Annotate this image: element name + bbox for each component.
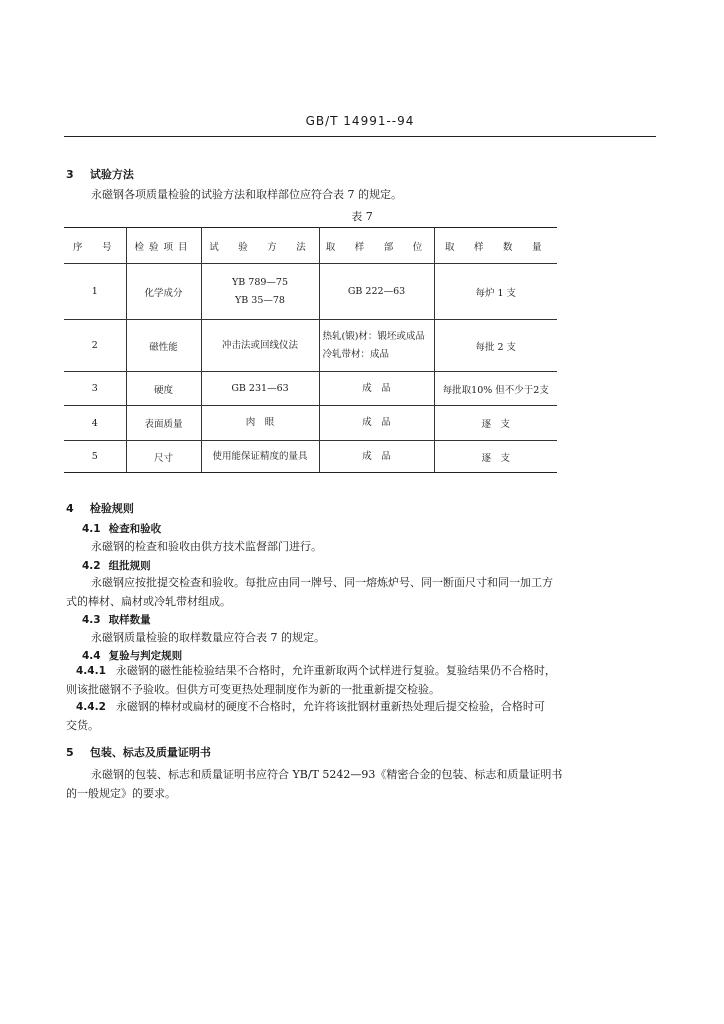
table-header-row [64, 228, 557, 264]
clause-4-4-2-line-2: 交货。 [66, 719, 99, 732]
col-header-no: 序 号 [64, 228, 126, 264]
standard-number-header: GB/T 14991--94 [305, 114, 415, 128]
cell-location [319, 372, 434, 406]
subsection-4-3-heading [82, 612, 151, 627]
method-line: 使用能保证精度的量具 [212, 450, 308, 462]
subsection-4-3-paragraph: 永磁钢质量检验的取样数量应符合表 7 的规定。 [91, 631, 325, 644]
section-5-line-1: 永磁钢的包装、标志和质量证明书应符合 YB/T 5242—93《精密合金的包装、标志和质量证明书 [91, 768, 563, 781]
subsection-number: 4.2 [82, 560, 101, 572]
table-caption: 表 7 [351, 210, 373, 223]
method-line: GB 231—63 [231, 382, 289, 394]
location-line: 热轧(锻)材：锻坯或成品 [322, 330, 425, 342]
location-line: 冷轧带材：成品 [322, 348, 390, 360]
col-header-item: 检验项目 [126, 228, 201, 264]
subsection-4-2-line-1: 永磁钢应按批提交检查和验收。每批应由同一牌号、同一熔炼炉号、同一断面尺寸和同一加工方 [91, 576, 553, 589]
clause-number: 4.4.1 [76, 665, 106, 677]
clause-4-4-1-line-2: 则该批磁钢不予验收。但供方可变更热处理制度作为新的一批重新提交检验。 [66, 683, 440, 696]
cell-no: 4 [64, 406, 126, 441]
cell-no: 3 [64, 372, 126, 406]
cell-method [201, 372, 319, 406]
cell-quantity: 逐 支 [434, 406, 557, 441]
cell-no: 2 [64, 320, 126, 372]
subsection-4-2-line-2: 式的棒材、扁材或冷轧带材组成。 [66, 595, 231, 608]
method-line: 肉 眼 [245, 417, 275, 428]
method-line: YB 35—78 [235, 294, 285, 306]
method-line: YB 789—75 [232, 276, 288, 288]
cell-item: 尺寸 [126, 441, 201, 473]
cell-location [319, 264, 434, 320]
clause-4-4-1-line-1 [76, 661, 556, 681]
subsection-4-1-heading [82, 521, 161, 536]
table-row [64, 320, 557, 372]
cell-location [319, 320, 434, 372]
cell-quantity: 每炉 1 支 [434, 264, 557, 320]
table-row [64, 264, 557, 320]
cell-item: 磁性能 [126, 320, 201, 372]
location-line: 成 品 [362, 382, 391, 394]
subsection-title: 检查和验收 [108, 523, 162, 535]
method-line: 冲击法或回线仪法 [221, 339, 298, 351]
cell-method [201, 264, 319, 320]
subsection-4-2-heading [82, 558, 151, 573]
cell-item: 硬度 [126, 372, 201, 406]
subsection-number: 4.1 [82, 523, 101, 535]
clause-4-4-2-line-1 [76, 697, 545, 717]
cell-location [319, 406, 434, 441]
header-rule [64, 136, 656, 137]
location-line: 成 品 [362, 417, 391, 428]
section-4-heading [66, 500, 134, 516]
section-title: 包装、标志及质量证明书 [89, 746, 211, 759]
section-3-paragraph: 永磁钢各项质量检验的试验方法和取样部位应符合表 7 的规定。 [91, 188, 402, 201]
clause-number: 4.4.2 [76, 701, 106, 713]
col-header-location: 取 样 部 位 [319, 228, 434, 264]
section-number: 3 [66, 168, 74, 181]
subsection-title: 取样数量 [108, 614, 151, 626]
location-line: 成 品 [362, 450, 391, 462]
subsection-title: 复验与判定规则 [108, 650, 183, 662]
test-method-table [64, 227, 557, 473]
cell-quantity: 逐 支 [434, 441, 557, 473]
cell-method [201, 441, 319, 473]
cell-no: 1 [64, 264, 126, 320]
section-number: 4 [66, 502, 74, 515]
table-row [64, 441, 557, 473]
subsection-4-1-paragraph: 永磁钢的检查和验收由供方技术监督部门进行。 [91, 540, 322, 553]
cell-quantity: 每批 2 支 [434, 320, 557, 372]
subsection-number: 4.3 [82, 614, 101, 626]
cell-quantity: 每批取10% 但不少于2支 [434, 372, 557, 406]
section-number: 5 [66, 746, 74, 759]
cell-method [201, 320, 319, 372]
subsection-title: 组批规则 [108, 560, 151, 572]
clause-text: 永磁钢的棒材或扁材的硬度不合格时，允许将该批钢材重新热处理后提交检验，合格时可 [115, 700, 545, 713]
subsection-number: 4.4 [82, 650, 101, 662]
section-3-heading [66, 166, 134, 182]
col-header-method: 试 验 方 法 [201, 228, 319, 264]
cell-location [319, 441, 434, 473]
section-title: 试验方法 [89, 168, 134, 181]
section-5-heading [66, 744, 211, 760]
table-row [64, 406, 557, 441]
cell-no: 5 [64, 441, 126, 473]
col-header-quantity: 取 样 数 量 [434, 228, 557, 264]
location-line: GB 222—63 [347, 285, 406, 297]
table-row [64, 372, 557, 406]
cell-method [201, 406, 319, 441]
section-5-line-2: 的一般规定》的要求。 [66, 787, 176, 800]
clause-text: 永磁钢的磁性能检验结果不合格时，允许重新取两个试样进行复验。复验结果仍不合格时， [115, 664, 556, 677]
cell-item: 表面质量 [126, 406, 201, 441]
section-title: 检验规则 [89, 502, 134, 515]
cell-item: 化学成分 [126, 264, 201, 320]
